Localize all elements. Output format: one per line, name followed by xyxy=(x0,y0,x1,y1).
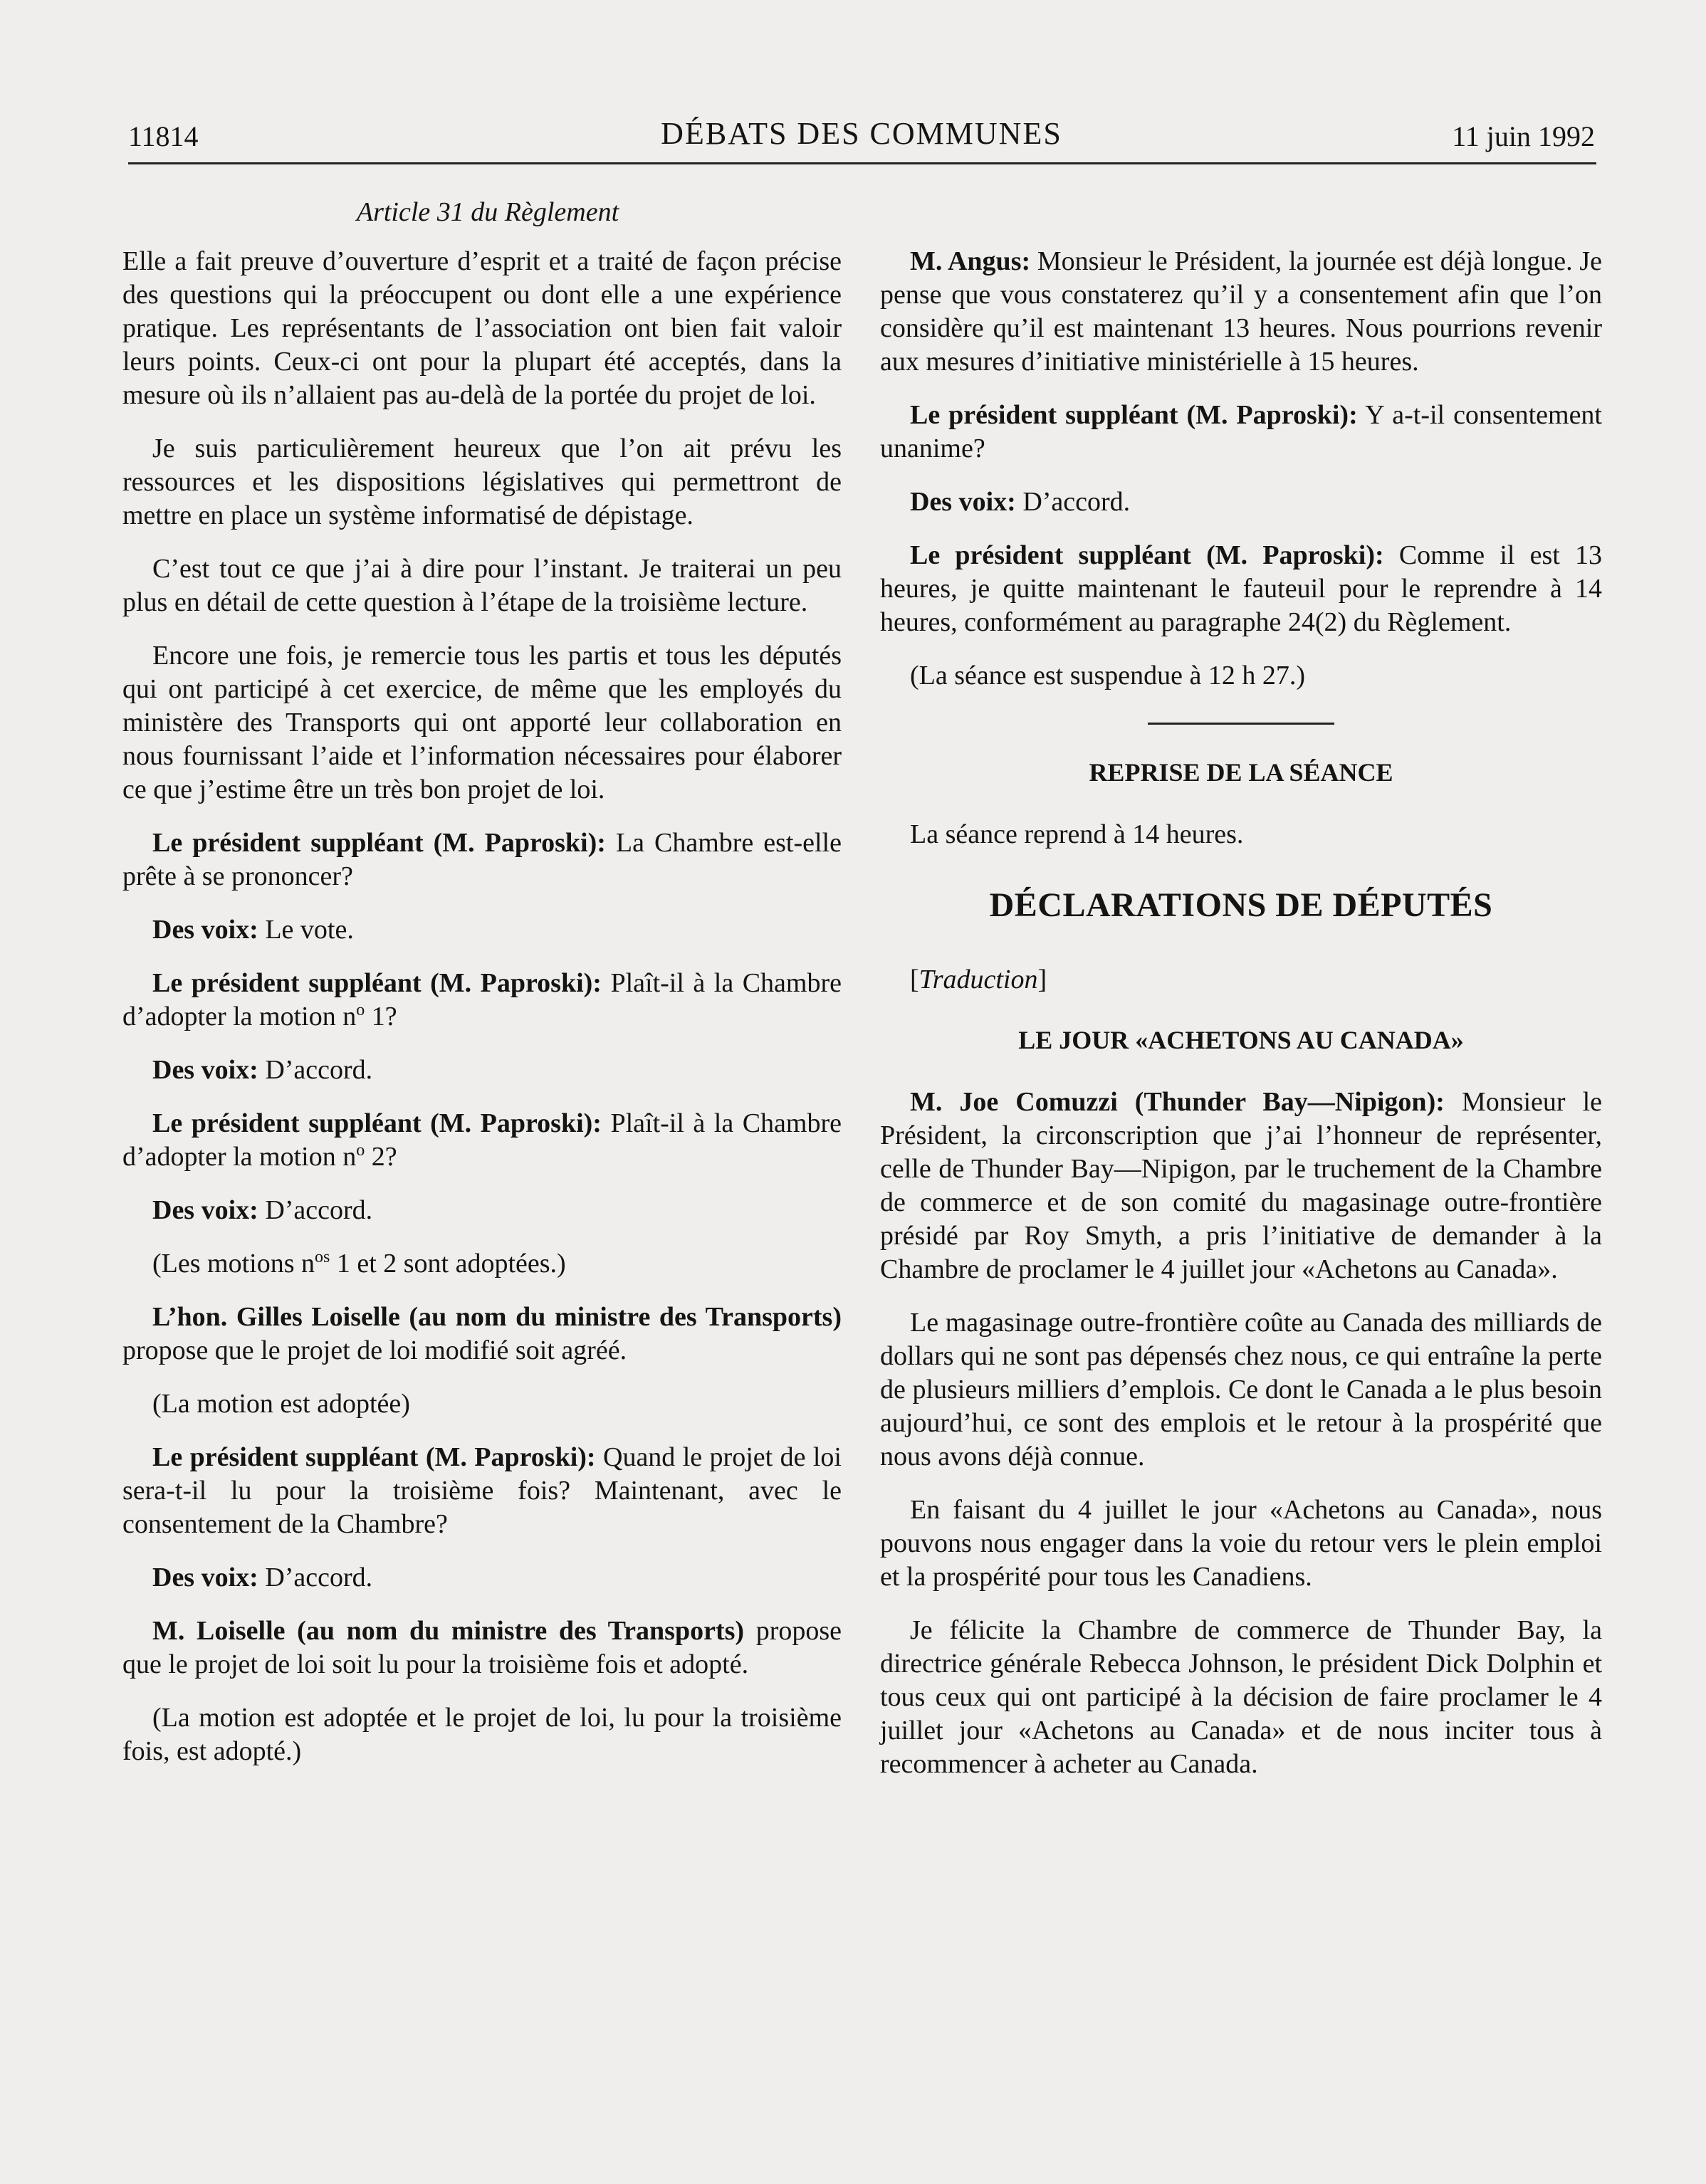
speaker-name: Le président suppléant (M. Paproski): xyxy=(910,400,1358,430)
paragraph xyxy=(122,1054,842,1087)
speech-text: Quand le projet de loi sera-t-il lu pour la troisième fois? Maintenant, avec le consentement de la Chambre? xyxy=(122,1442,842,1539)
paragraph: C’est tout ce que j’ai à dire pour l’instant. Je traiterai un peu plus en détail de cette question à l’étape de la troisième lecture. xyxy=(122,554,842,617)
procedural-note: (La motion est adoptée) xyxy=(152,1389,410,1419)
speaker-name: Le président suppléant (M. Paproski): xyxy=(152,968,602,998)
paragraph: La séance reprend à 14 heures. xyxy=(910,819,1244,849)
speech-text: Monsieur le Président, la circonscription que j’ai l’honneur de représenter, celle de Thunder Bay—Nipigon, par le truchement de la Chambre de commerce et de son comité du magasinage outre-frontière présidé par Roy Smyth, a pris l’initiative de demander à la Chambre de proclamer le 4 juillet jour «Achetons au Canada». xyxy=(880,1087,1602,1284)
paragraph xyxy=(122,826,842,893)
subject-heading: LE JOUR «ACHETONS AU CANADA» xyxy=(1018,1026,1464,1054)
procedural-note: 1 et 2 sont adoptées.) xyxy=(330,1249,566,1279)
superscript: o xyxy=(356,1001,365,1019)
speech-text: Monsieur le Président, la journée est déjà longue. Je pense que vous constaterez qu’il y a consentement afin que l’on considère qu’il est maintenant 13 heures. Nous pourrions revenir aux mesures d’initiative ministérielle à 15 heures. xyxy=(880,246,1603,377)
paragraph xyxy=(122,913,842,947)
speaker-name: M. Joe Comuzzi (Thunder Bay—Nipigon): xyxy=(910,1087,1445,1117)
translation-note: [Traduction] xyxy=(910,965,1047,994)
paragraph xyxy=(122,967,842,1034)
paragraph xyxy=(122,1194,842,1227)
paragraph: Je félicite la Chambre de commerce de Thunder Bay, la directrice générale Rebecca Johnson, le président Dick Dolphin et tous ceux qui ont participé à la décision de faire proclamer le 4 juillet jour «Achetons au Canada» et de nous inciter tous à recommencer à acheter au Canada. xyxy=(880,1615,1602,1779)
translation-label: Traduction xyxy=(919,965,1038,994)
speech-text: propose que le projet de loi soit lu pour la troisième fois et adopté. xyxy=(122,1616,842,1679)
paragraph: Encore une fois, je remercie tous les partis et tous les députés qui ont participé à cet exercice, de même que les employés du ministère des Transports qui ont apporté leur collaboration en nous fournissant l’aide et l’information nécessaires pour élaborer ce que j’estime être un très bon projet de loi. xyxy=(122,641,842,804)
speaker-name: Le président suppléant (M. Paproski): xyxy=(152,1442,596,1472)
section-rubric: Article 31 du Règlement xyxy=(356,197,619,227)
speech-text: propose que le projet de loi modifié soit agréé. xyxy=(122,1335,627,1365)
speaker-name: Le président suppléant (M. Paproski): xyxy=(152,1108,602,1138)
paragraph xyxy=(122,1301,842,1367)
section-divider xyxy=(1148,723,1334,725)
speech-text: Y a-t-il consentement unanime? xyxy=(880,400,1602,463)
section-heading: REPRISE DE LA SÉANCE xyxy=(1089,758,1393,787)
paragraph xyxy=(122,1247,842,1281)
paragraph xyxy=(880,1086,1602,1286)
paragraph xyxy=(880,539,1602,639)
left-column xyxy=(122,245,842,1788)
publication-title: DÉBATS DES COMMUNES xyxy=(661,116,1062,151)
paragraph xyxy=(880,245,1602,379)
paragraph: Elle a fait preuve d’ouverture d’esprit et a traité de façon précise des questions qui la préoccupent ou dont elle a une expérience pratique. Les représentants de l’association ont bien fait valoir leurs points. Ceux-ci ont pour la plupart été acceptés, dans la mesure où ils n’allaient pas au-delà de la portée du projet de loi. xyxy=(122,246,842,410)
speech-text: 2? xyxy=(365,1142,397,1172)
speech-text: Plaît-il à la Chambre d’adopter la motion n xyxy=(122,1108,842,1172)
speech-text: D’accord. xyxy=(1015,487,1131,517)
speaker-name: L’hon. Gilles Loiselle (au nom du ministre des Transports) xyxy=(152,1302,842,1332)
procedural-note: (Les motions n xyxy=(152,1249,315,1279)
paragraph: Le magasinage outre-frontière coûte au Canada des milliards de dollars qui ne sont pas dépensés chez nous, ce qui entraîne la perte de plusieurs milliers d’emplois. Ce dont le Canada a le plus besoin aujourd’hui, ce sont des emplois et le retour à la prospérité que nous avons déjà connue. xyxy=(880,1308,1602,1471)
speech-text: 1? xyxy=(365,1002,397,1031)
paragraph xyxy=(122,1441,842,1541)
paragraph xyxy=(880,399,1602,466)
superscript: os xyxy=(314,1248,330,1266)
speaker-name: Des voix: xyxy=(910,487,1016,517)
paragraph xyxy=(122,1561,842,1595)
right-column xyxy=(880,245,1602,1801)
speaker-name: Le président suppléant (M. Paproski): xyxy=(152,828,606,858)
paragraph xyxy=(880,485,1602,519)
speech-text: D’accord. xyxy=(258,1195,373,1225)
speech-text: D’accord. xyxy=(258,1055,373,1085)
publication-date: 11 juin 1992 xyxy=(1452,120,1595,152)
speech-text: Le vote. xyxy=(258,915,354,945)
paragraph: Je suis particulièrement heureux que l’on ait prévu les ressources et les dispositions législatives qui permettront de mettre en place un système informatisé de dépistage. xyxy=(122,434,842,530)
page-number: 11814 xyxy=(128,120,199,152)
page-header xyxy=(128,116,1595,162)
speaker-name: M. Loiselle (au nom du ministre des Transports) xyxy=(152,1616,745,1646)
superscript: o xyxy=(356,1141,365,1160)
procedural-note: (La motion est adoptée et le projet de loi, lu pour la troisième fois, est adopté.) xyxy=(122,1703,842,1766)
header-rule xyxy=(128,162,1596,164)
speaker-name: Des voix: xyxy=(152,1055,258,1085)
paragraph xyxy=(122,1615,842,1681)
procedural-note: (La séance est suspendue à 12 h 27.) xyxy=(910,661,1306,691)
speaker-name: Des voix: xyxy=(152,915,258,945)
main-heading: DÉCLARATIONS DE DÉPUTÉS xyxy=(989,886,1493,924)
paragraph: En faisant du 4 juillet le jour «Achetons au Canada», nous pouvons nous engager dans la voie du retour vers le plein emploi et la prospérité pour tous les Canadiens. xyxy=(880,1495,1602,1592)
speaker-name: Le président suppléant (M. Paproski): xyxy=(910,540,1384,570)
speaker-name: Des voix: xyxy=(152,1563,258,1592)
speech-text: Plaît-il à la Chambre d’adopter la motion n xyxy=(122,968,842,1031)
paragraph xyxy=(122,1107,842,1174)
speech-text: La Chambre est-elle prête à se prononcer? xyxy=(122,828,842,891)
speaker-name: M. Angus: xyxy=(910,246,1031,276)
speech-text: Comme il est 13 heures, je quitte maintenant le fauteuil pour le reprendre à 14 heures, conformément au paragraphe 24(2) du Règlement. xyxy=(880,540,1603,637)
speech-text: D’accord. xyxy=(258,1563,373,1592)
speaker-name: Des voix: xyxy=(152,1195,258,1225)
